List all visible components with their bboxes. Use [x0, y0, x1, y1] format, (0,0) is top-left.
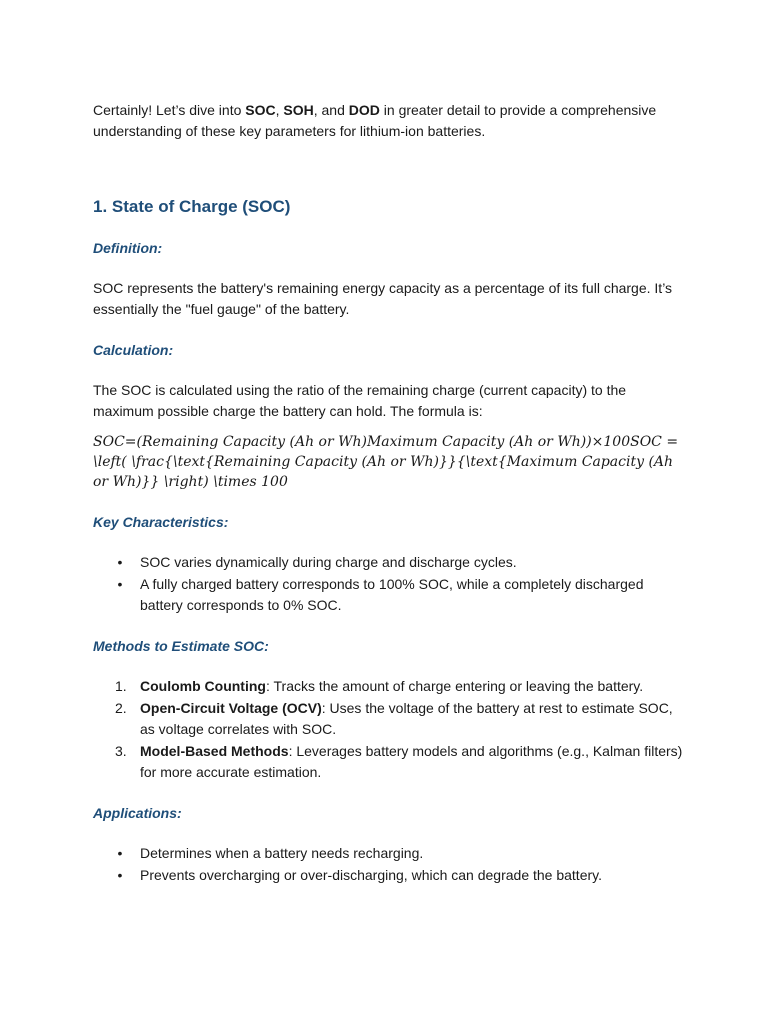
soc-formula: SOC=(Remaining Capacity (Ah or Wh)Maximum Capacity (Ah or Wh))×100SOC = \left( \frac{\text{Remaining Capacity (Ah or Wh)}}{\text{Maximum Capacity (Ah or Wh)}} \right) \times 100: [93, 434, 679, 490]
bullet-icon: •: [117, 576, 123, 592]
method-desc: : Leverages battery models and algorithms (e.g., Kalman filters) for more accurate estimation.: [140, 743, 683, 780]
methods-heading: Methods to Estimate SOC:: [93, 638, 269, 654]
method-term: Open-Circuit Voltage (OCV): [140, 700, 322, 716]
intro-dod-term: DOD: [348, 102, 380, 118]
calculation-heading: Calculation:: [93, 342, 174, 358]
list-item-text: Prevents overcharging or over-discharging, which can degrade the battery.: [140, 867, 602, 883]
method-desc: : Uses the voltage of the battery at rest to estimate SOC, as voltage correlates with SOC.: [140, 700, 673, 737]
bullet-icon: •: [117, 554, 123, 570]
intro-text: , and: [313, 102, 349, 118]
bullet-icon: •: [117, 867, 123, 883]
list-number: 1.: [115, 678, 127, 694]
method-term: Model-Based Methods: [140, 743, 289, 759]
intro-soc-term: SOC: [245, 102, 276, 118]
list-item-text: Determines when a battery needs recharging.: [140, 845, 424, 861]
intro-text: ,: [275, 102, 284, 118]
intro-text: in greater detail to provide a comprehensive understanding of these key parameters for lithium-ion batteries.: [93, 102, 657, 139]
calculation-text: The SOC is calculated using the ratio of the remaining charge (current capacity) to the maximum possible charge the battery can hold. The formula is:: [93, 382, 627, 419]
list-item: [93, 676, 683, 697]
bullet-icon: •: [117, 845, 123, 861]
list-item-text: A fully charged battery corresponds to 100% SOC, while a completely discharged battery corresponds to 0% SOC.: [140, 576, 644, 613]
characteristics-list: [93, 552, 683, 616]
intro-paragraph: [93, 100, 683, 142]
section-heading-soc: 1. State of Charge (SOC): [93, 197, 291, 216]
method-term: Coulomb Counting: [140, 678, 266, 694]
applications-list: [93, 843, 683, 886]
intro-text: Certainly! Let’s dive into: [93, 102, 246, 118]
list-item-text: SOC varies dynamically during charge and discharge cycles.: [140, 554, 517, 570]
intro-soh-term: SOH: [283, 102, 314, 118]
list-number: 2.: [115, 700, 127, 716]
characteristics-heading: Key Characteristics:: [93, 514, 229, 530]
method-desc: : Tracks the amount of charge entering or leaving the battery.: [265, 678, 644, 694]
list-item: [93, 552, 683, 573]
list-number: 3.: [115, 743, 127, 759]
list-item: [93, 843, 683, 864]
applications-heading: Applications:: [93, 805, 182, 821]
list-item: [93, 574, 683, 616]
methods-list: [93, 676, 683, 783]
list-item: [93, 741, 683, 783]
definition-heading: Definition:: [93, 240, 163, 256]
list-item: [93, 865, 683, 886]
definition-text: SOC represents the battery's remaining energy capacity as a percentage of its full charge. It’s essentially the "fuel gauge" of the battery.: [93, 280, 673, 317]
document-content: [93, 100, 683, 906]
list-item: [93, 698, 683, 740]
